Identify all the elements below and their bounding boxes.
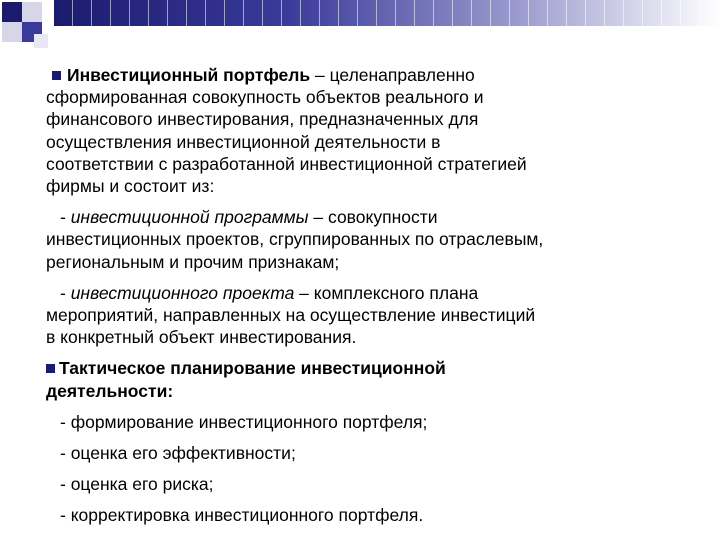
deco-square	[22, 2, 42, 22]
header-decoration	[0, 0, 720, 60]
term-project: инвестиционного проекта	[70, 282, 295, 303]
band-cells	[54, 0, 720, 26]
paragraph-program	[46, 206, 686, 273]
slide-body	[46, 60, 686, 527]
square-bullet-icon	[46, 364, 55, 373]
square-bullet-icon	[52, 71, 61, 80]
dash: -	[60, 207, 71, 228]
term-program: инвестиционной программы	[70, 207, 309, 228]
text-line: сформированная совокупность объектов реального и	[46, 87, 484, 108]
text-line: инвестиционных проектов, сгруппированных по отраслевым,	[46, 229, 544, 250]
text-line: мероприятий, направленных на осуществление инвестиций	[46, 305, 536, 326]
text-line: соответствии с разработанной инвестиционной стратегией	[46, 153, 527, 174]
list-item: - оценка его риска;	[60, 474, 214, 495]
text-line: в конкретный объект инвестирования.	[46, 327, 357, 348]
deco-square	[2, 22, 22, 42]
paragraph-portfolio	[46, 64, 686, 197]
list-item: - формирование инвестиционного портфеля;	[60, 411, 428, 432]
paragraph-project	[46, 282, 686, 349]
paragraph-tactical	[46, 357, 686, 401]
text-line: финансового инвестирования, предназначенных для	[46, 109, 479, 130]
deco-square	[2, 2, 22, 22]
term-portfolio: Инвестиционный портфель	[67, 65, 311, 85]
text-line: осуществления инвестиционной деятельности в	[46, 131, 441, 152]
text-line: региональным и прочим признакам;	[46, 251, 340, 272]
text: – комплексного плана	[294, 282, 479, 303]
text: – целенаправленно	[310, 65, 475, 85]
text: – совокупности	[308, 207, 438, 228]
text-line: фирмы и состоит из:	[46, 176, 215, 197]
heading-line: деятельности:	[46, 380, 174, 401]
deco-square	[34, 34, 48, 48]
list-item: - корректировка инвестиционного портфеля.	[60, 505, 424, 526]
list-item: - оценка его эффективности;	[60, 443, 296, 464]
dash: -	[60, 282, 71, 303]
heading-line: Тактическое планирование инвестиционной	[59, 358, 446, 379]
